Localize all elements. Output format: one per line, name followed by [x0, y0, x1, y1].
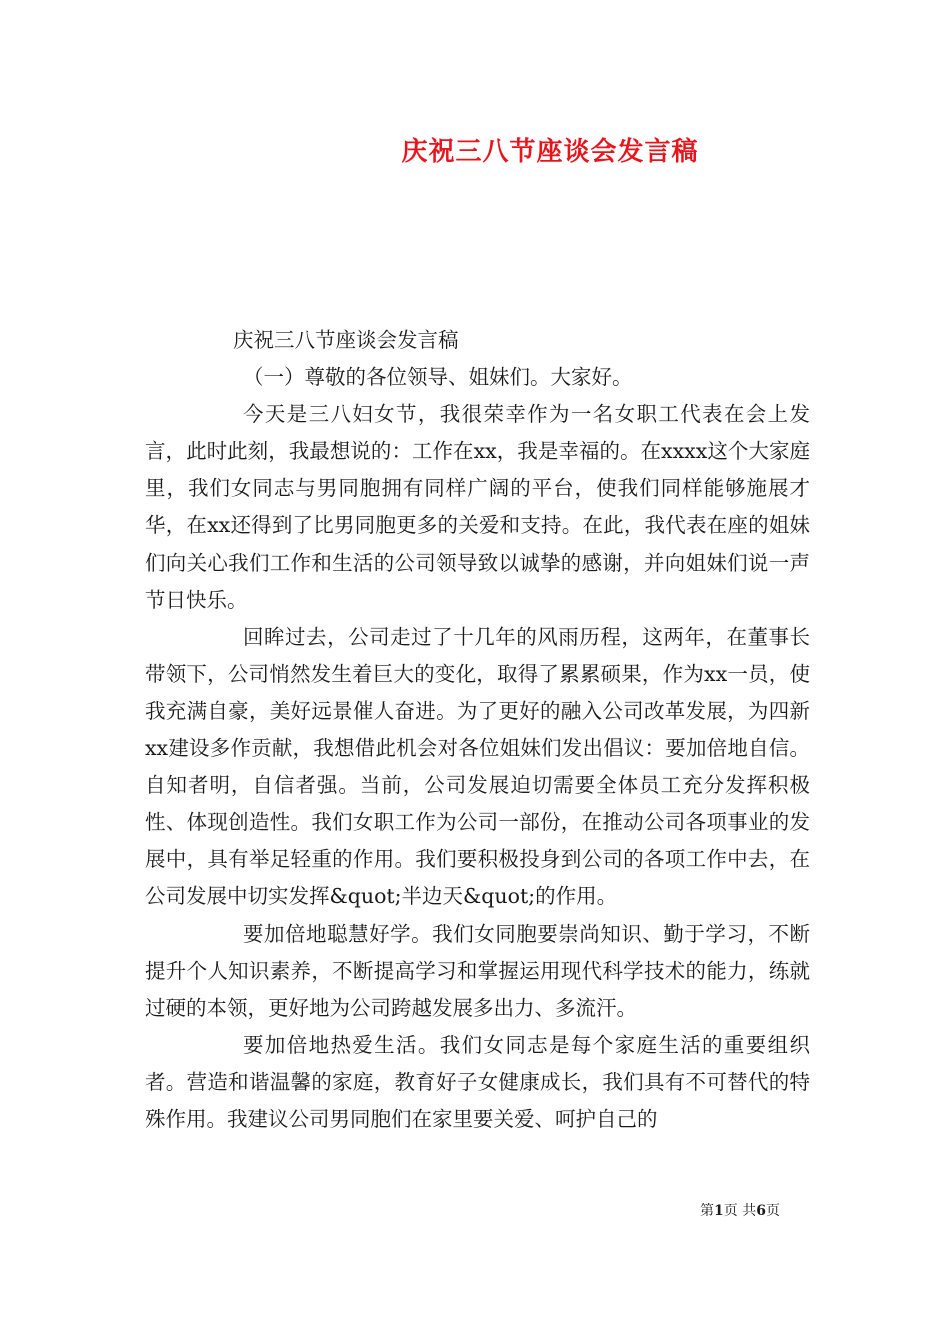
footer-prefix: 第	[700, 1203, 714, 1219]
page-title: 庆祝三八节座谈会发言稿	[401, 137, 699, 167]
document-subtitle: 庆祝三八节座谈会发言稿	[233, 328, 459, 352]
footer-suffix: 页	[765, 1203, 780, 1219]
paragraph: 要加倍地聪慧好学。我们女同胞要崇尚知识、勤于学习，不断提升个人知识素养，不断提高学习和掌握运用现代科学技术的能力，练就过硬的本领，更好地为公司跨越发展多出力、多流汗。	[145, 921, 810, 1020]
footer-total-pages: 6	[756, 1203, 766, 1219]
page-footer	[700, 1202, 820, 1220]
salutation: （一）尊敬的各位领导、姐妹们。大家好。	[243, 365, 633, 390]
paragraph: 要加倍地热爱生活。我们女同志是每个家庭生活的重要组织者。营造和谐温馨的家庭，教育好子女健康成长，我们具有不可替代的特殊作用。我建议公司男同胞们在家里要关爱、呵护自己的	[145, 1032, 810, 1131]
paragraph: 今天是三八妇女节，我很荣幸作为一名女职工代表在会上发言，此时此刻，我最想说的：工作在xx，我是幸福的。在xxxx这个大家庭里，我们女同志与男同胞拥有同样广阔的平台，使我们同样能够施展才华，在xx还得到了比男同胞更多的关爱和支持。在此，我代表在座的姐妹们向关心我们工作和生活的公司领导致以诚挚的感谢，并向姐妹们说一声节日快乐。	[145, 402, 810, 612]
document-body	[145, 322, 810, 1138]
footer-current-page: 1	[714, 1203, 724, 1219]
footer-middle: 页 共	[723, 1203, 757, 1219]
paragraph: 回眸过去，公司走过了十几年的风雨历程，这两年，在董事长带领下，公司悄然发生着巨大的变化，取得了累累硕果，作为xx一员，使我充满自豪，美好远景催人奋进。为了更好的融入公司改革发展，为四新xx建设多作贡献，我想借此机会对各位姐妹们发出倡议：要加倍地自信。自知者明，自信者强。当前，公司发展迫切需要全体员工充分发挥积极性、体现创造性。我们女职工作为公司一部份，在推动公司各项事业的发展中，具有举足轻重的作用。我们要积极投身到公司的各项工作中去，在公司发展中切实发挥&quot;半边天&quot;的作用。	[145, 624, 810, 909]
